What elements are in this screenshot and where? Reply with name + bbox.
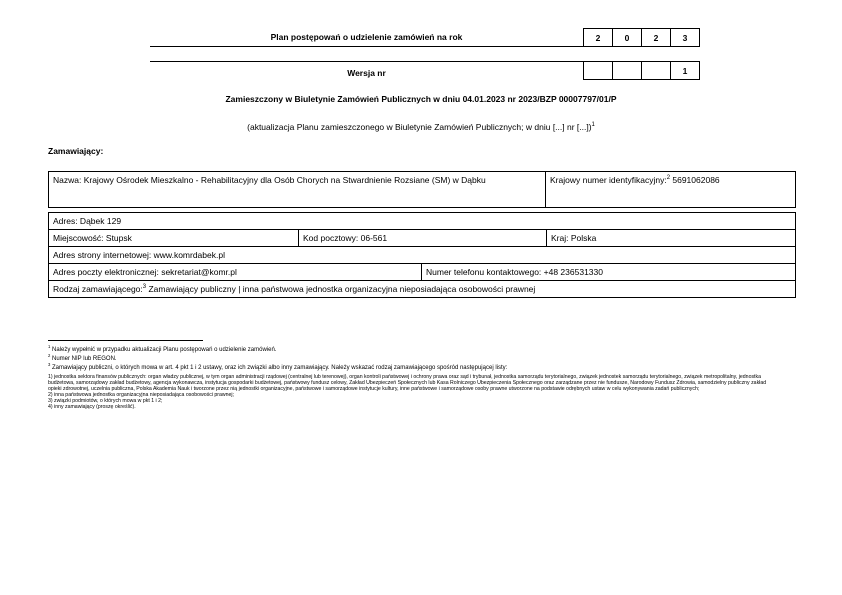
buyer-country-cell: Kraj: Polska [547, 230, 796, 247]
national-id-value: 5691062086 [672, 175, 720, 185]
national-id-label: Krajowy numer identyfikacyjny: [550, 175, 667, 185]
footnote-3 [48, 364, 808, 373]
version-digit-box [612, 61, 642, 80]
footnotes-section [48, 340, 808, 410]
plan-title-row [150, 28, 700, 47]
published-line: Zamieszczony w Biuletynie Zamówień Publicznych w dniu 04.01.2023 nr 2023/BZP 00007797/01/P [225, 94, 617, 104]
table-row [49, 247, 796, 264]
footnote-3-list-line: 4) inny zamawiający (proszę określić). [48, 404, 136, 410]
buyer-website-cell: Adres strony internetowej: www.komrdabek.pl [49, 247, 796, 264]
year-digit-box: 0 [612, 28, 642, 47]
footnote-3-list-line: opieki zdrowotnej, uczelnia publiczna, Polska Akademia Nauk i tworzone przez nią jednostki organizacyjne, państwowe i samorządowe instytucje kultury, inne państwowe i samorządowe osoby prawne utworzone na podstawie odrębnych ustaw w celu wykonywania zadań publicznych; [48, 386, 700, 392]
version-digit-box [583, 61, 613, 80]
footnote-2-text: Numer NIP lub REGON. [52, 356, 117, 362]
table-row [49, 230, 796, 247]
buyer-type-value: Zamawiający publiczny | inna państwowa jednostka organizacyjna nieposiadająca osobowości prawnej [148, 284, 536, 294]
footnote-separator [48, 340, 203, 341]
footnote-marker-2: 2 [48, 353, 51, 358]
version-boxes [583, 61, 700, 80]
year-digit-box: 3 [670, 28, 700, 47]
year-digit-box: 2 [641, 28, 671, 47]
buyer-heading: Zamawiający: [48, 146, 104, 156]
buyer-address-cell: Adres: Dąbek 129 [49, 213, 796, 230]
year-digit-box: 2 [583, 28, 613, 47]
version-digit-box: 1 [670, 61, 700, 80]
table-row [49, 172, 796, 208]
buyer-national-id-cell [546, 172, 796, 208]
update-note-text: (aktualizacja Planu zamieszczonego w Biuletynie Zamówień Publicznych; w dniu [...] nr [...]) [247, 122, 592, 132]
footnote-3-list-line: 2) inna państwowa jednostka organizacyjna nieposiadająca osobowości prawnej; [48, 392, 235, 398]
table-row [49, 213, 796, 230]
buyer-name-cell: Nazwa: Krajowy Ośrodek Mieszkalno - Rehabilitacyjny dla Osób Chorych na Stwardnienie Rozsiane (SM) w Dąbku [49, 172, 546, 208]
plan-title: Plan postępowań o udzielenie zamówień na rok [150, 28, 583, 47]
footnote-marker-3: 3 [48, 362, 51, 367]
version-row [150, 61, 700, 80]
footnote-ref-2: 2 [666, 175, 670, 182]
footnote-2 [48, 355, 808, 364]
table-row [49, 281, 796, 298]
footnote-ref-1: 1 [591, 122, 595, 129]
footnote-3-list [48, 374, 808, 410]
footnote-1-text: Należy wypełnić w przypadku aktualizacji Planu postępowań o udzielenie zamówień. [52, 347, 277, 353]
update-note-line [0, 122, 842, 132]
footnote-3-list-line: 1) jednostka sektora finansów publicznych: organ władzy publicznej, w tym organ administracji rządowej (centralnej lub terenowej), organ kontroli państwowej i ochrony prawa oraz sąd i trybunał, jednostka samorządu terytorialnego, związek jednostek samorządu terytorialnego, związek metropolitalny, jednostka [48, 374, 761, 380]
version-digit-box [641, 61, 671, 80]
plan-year-boxes [583, 28, 700, 47]
buyer-name-table [48, 171, 796, 208]
buyer-postal-code-cell: Kod pocztowy: 06-561 [299, 230, 547, 247]
buyer-details-table [48, 212, 796, 298]
footnote-1 [48, 346, 808, 355]
footnote-3-list-line: budżetowa, samorządowy zakład budżetowy, agencja wykonawcza, instytucja gospodarki budżetowej, państwowy fundusz celowy, Zakład Ubezpieczeń Społecznych lub Kasa Rolniczego Ubezpieczenia Społecznego oraz zarządzane przez nie fundusze, Narodowy Fundusz Zdrowia, samodzielny publiczny zakład [48, 380, 767, 386]
buyer-city-cell: Miejscowość: Stupsk [49, 230, 299, 247]
buyer-email-cell: Adres poczty elektronicznej: sekretariat@komr.pl [49, 264, 422, 281]
footnote-ref-3: 3 [142, 284, 147, 291]
buyer-type-label: Rodzaj zamawiającego: [53, 284, 143, 294]
version-label: Wersja nr [150, 61, 583, 80]
footnote-3-list-line: 3) związki podmiotów, o których mowa w pkt 1 i 2; [48, 398, 163, 404]
buyer-type-cell [49, 281, 796, 298]
table-row [49, 264, 796, 281]
buyer-phone-cell: Numer telefonu kontaktowego: +48 236531330 [422, 264, 796, 281]
footnote-3-text: Zamawiający publiczni, o których mowa w art. 4 pkt 1 i 2 ustawy, oraz ich związki albo inny zamawiający. Należy wskazać rodzaj zamawiającego spośród następującej listy: [52, 365, 508, 371]
footnote-marker-1: 1 [48, 344, 51, 349]
